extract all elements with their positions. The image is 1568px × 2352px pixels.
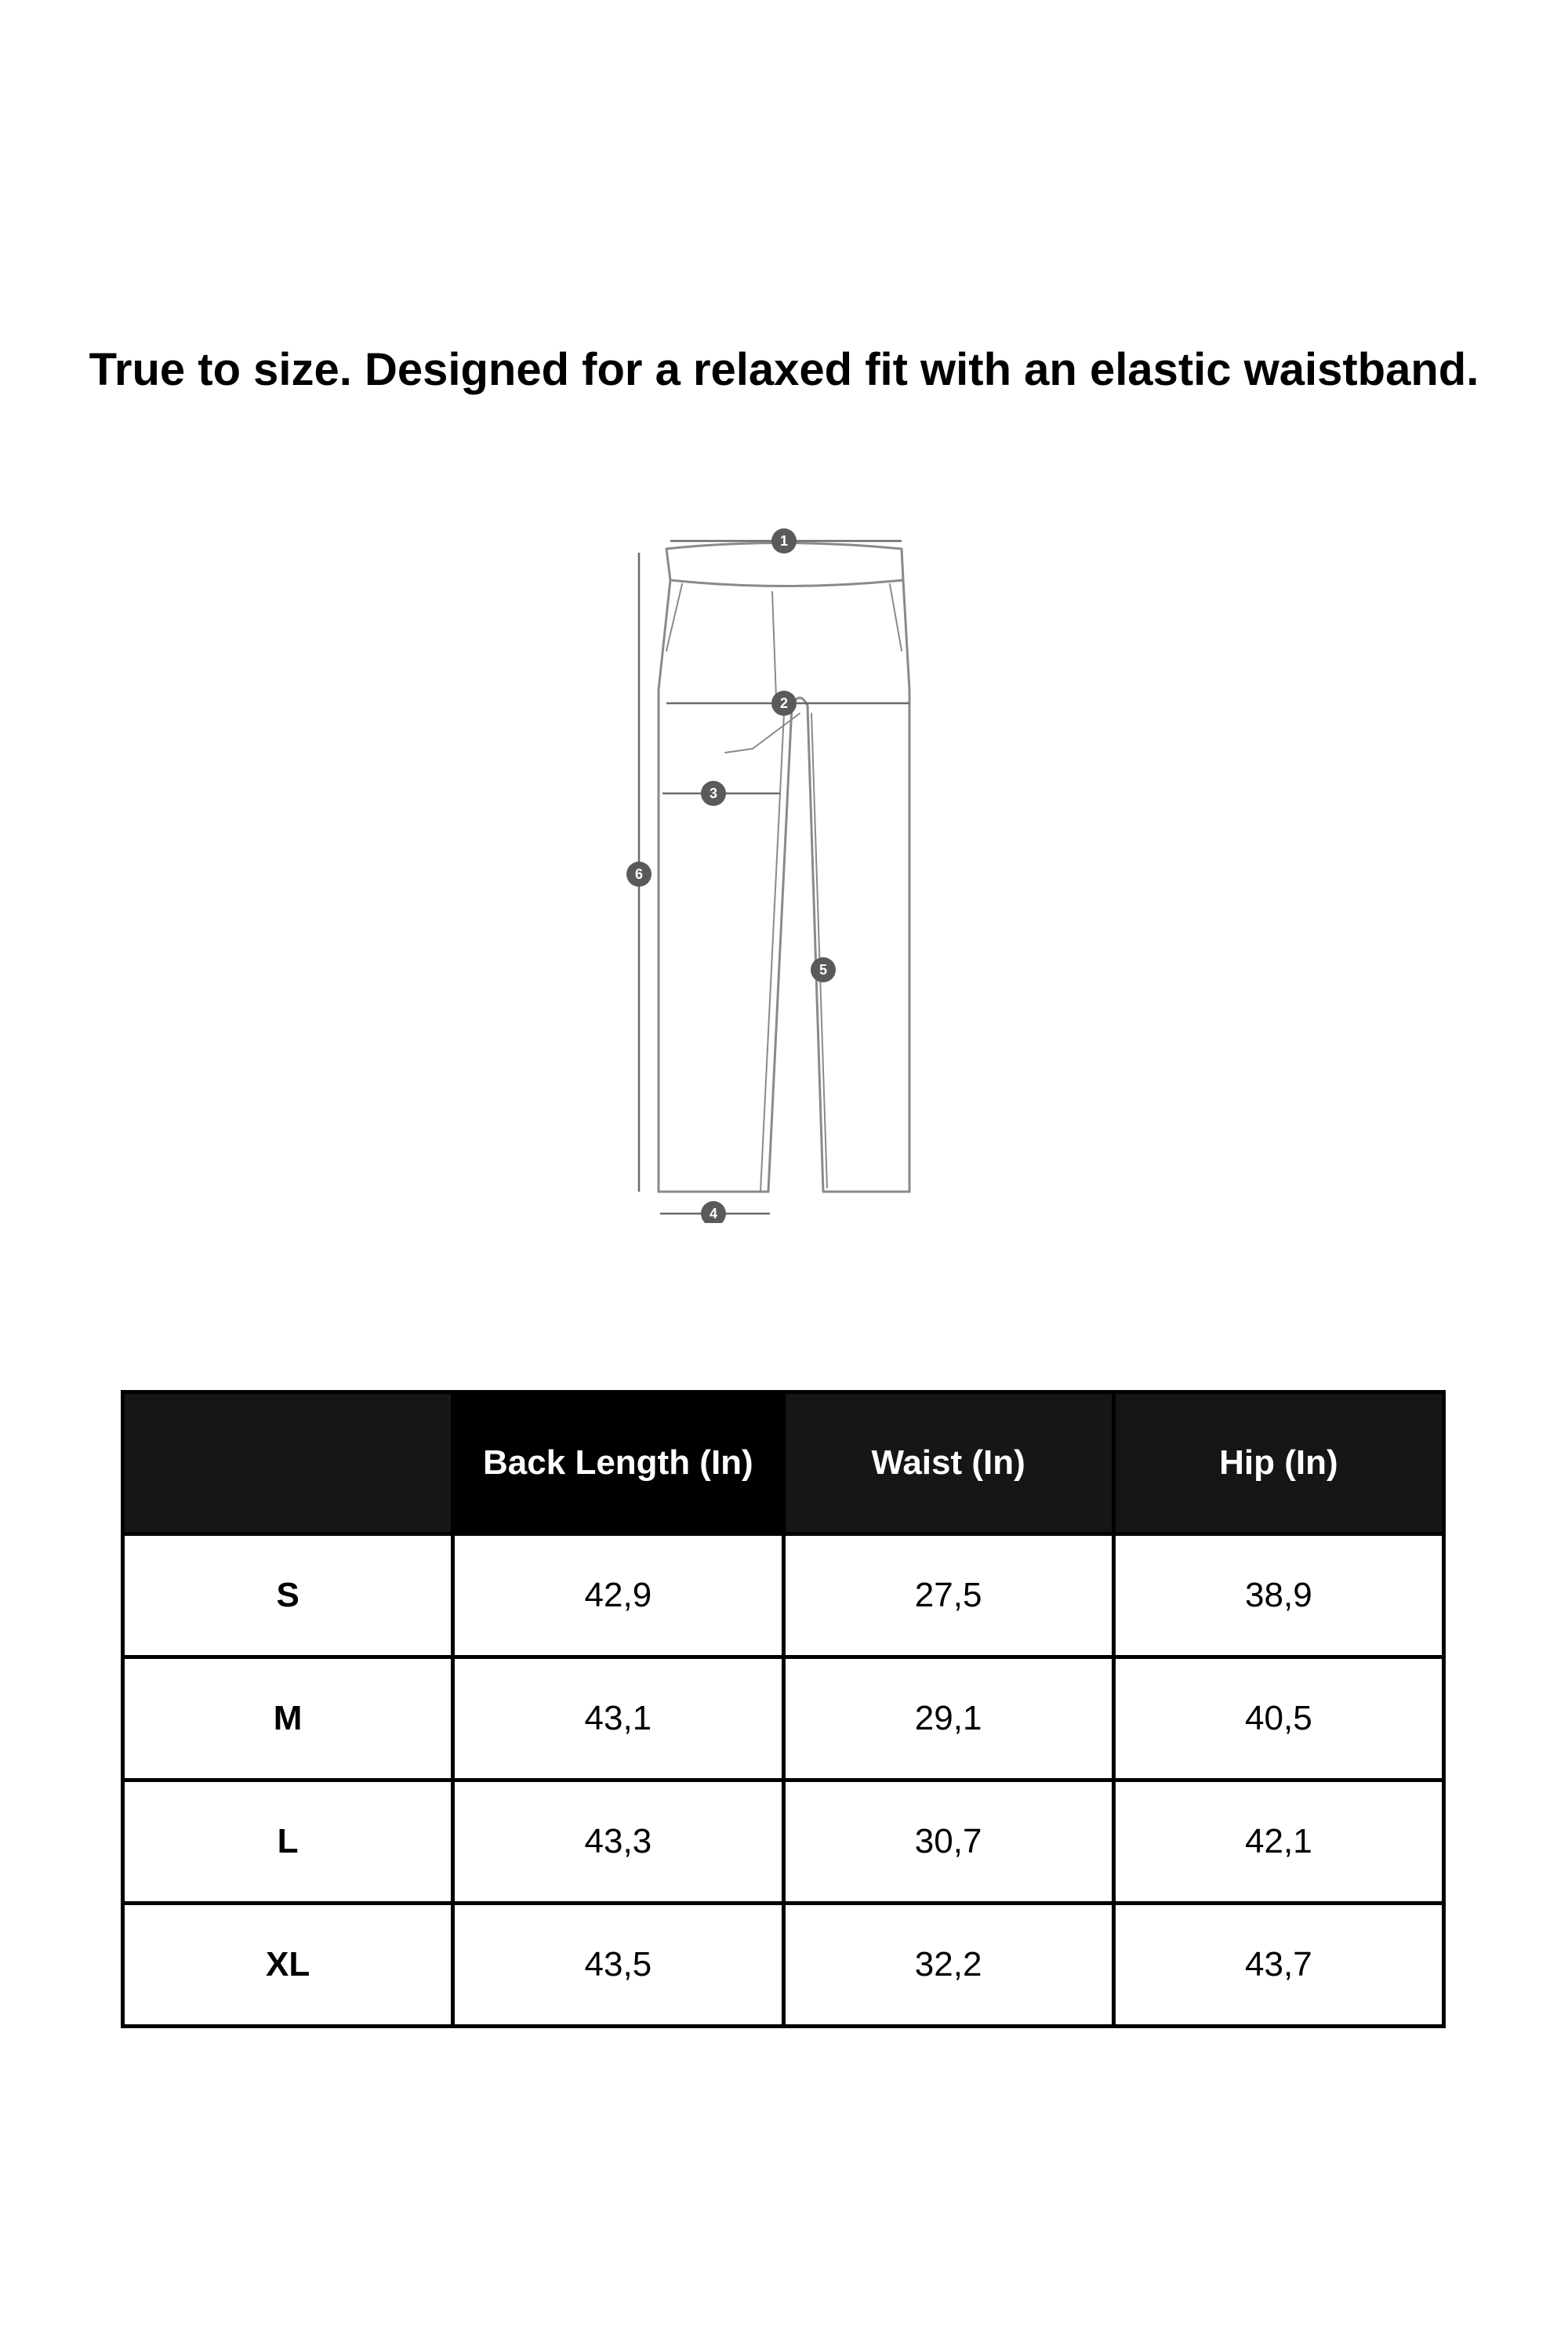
table-row (123, 1904, 1444, 2027)
page-headline: True to size. Designed for a relaxed fit with an elastic waistband. (89, 344, 1479, 395)
size-cell: S (123, 1534, 453, 1657)
header-hip: Hip (In) (1113, 1392, 1443, 1534)
header-size (123, 1392, 453, 1534)
hip-cell: 38,9 (1113, 1534, 1443, 1657)
table-row (123, 1534, 1444, 1657)
size-chart-table (121, 1390, 1446, 2028)
back-length-cell: 43,5 (453, 1904, 783, 2027)
waist-cell: 32,2 (783, 1904, 1113, 2027)
left-leg-outline (659, 580, 792, 1192)
right-leg-outline (808, 580, 909, 1192)
marker-1-label: 1 (779, 533, 789, 549)
back-length-cell: 42,9 (453, 1534, 783, 1657)
waist-cell: 30,7 (783, 1780, 1113, 1904)
waist-cell: 29,1 (783, 1657, 1113, 1780)
marker-3-label: 3 (709, 786, 718, 801)
marker-6-label: 6 (634, 866, 644, 882)
table-row (123, 1780, 1444, 1904)
table-header-row (123, 1392, 1444, 1534)
hip-cell: 42,1 (1113, 1780, 1443, 1904)
waist-cell: 27,5 (783, 1534, 1113, 1657)
marker-4-label: 4 (709, 1206, 718, 1221)
size-cell: XL (123, 1904, 453, 2027)
pants-measurement-diagram (596, 517, 925, 1223)
table-row (123, 1657, 1444, 1780)
back-length-cell: 43,3 (453, 1780, 783, 1904)
hip-cell: 40,5 (1113, 1657, 1443, 1780)
hip-cell: 43,7 (1113, 1904, 1443, 2027)
header-waist: Waist (In) (783, 1392, 1113, 1534)
size-cell: L (123, 1780, 453, 1904)
back-length-cell: 43,1 (453, 1657, 783, 1780)
size-cell: M (123, 1657, 453, 1780)
header-back-length: Back Length (In) (453, 1392, 783, 1534)
marker-2-label: 2 (779, 695, 789, 711)
marker-5-label: 5 (818, 962, 828, 978)
